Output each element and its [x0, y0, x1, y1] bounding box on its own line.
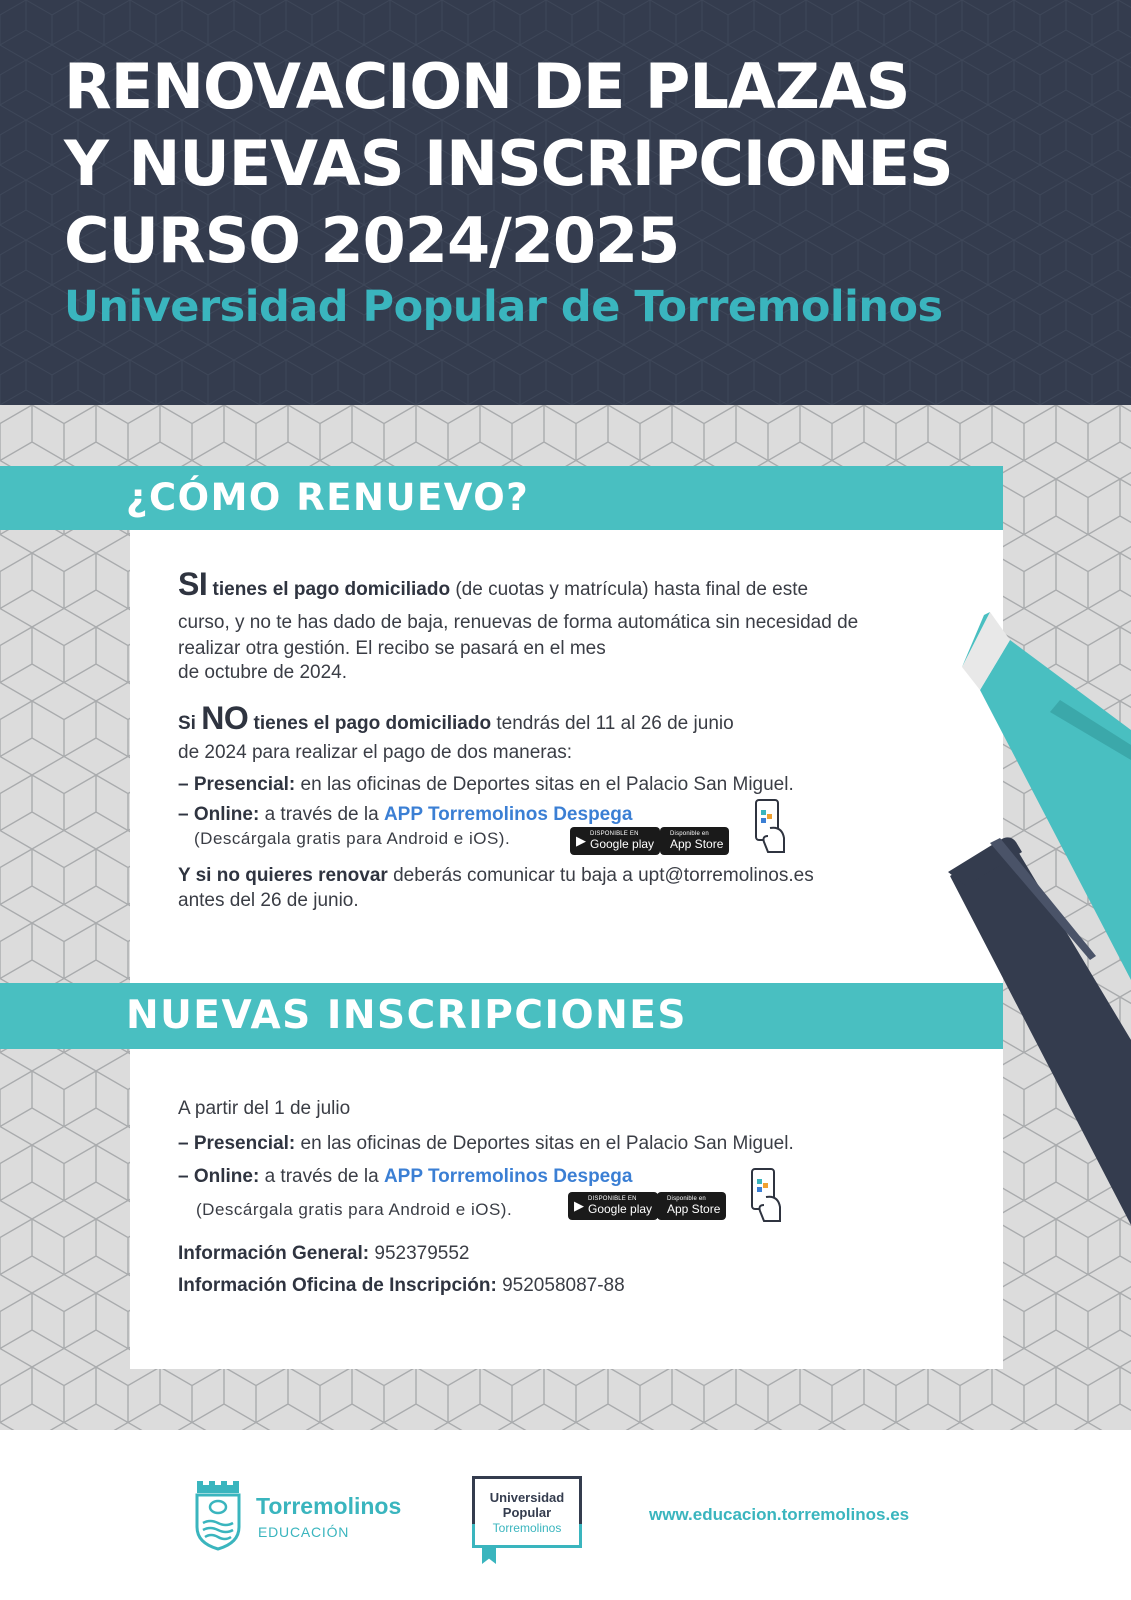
logo2-line-3: Torremolinos: [492, 1521, 562, 1535]
apple-badge-big: App Store: [667, 1202, 721, 1216]
new-app-store-badge[interactable]: [657, 1192, 726, 1220]
new-online-text: a través de la: [264, 1166, 379, 1187]
website-link[interactable]: www.educacion.torremolinos.es: [649, 1505, 910, 1524]
info-general-phone: 952379552: [374, 1243, 470, 1264]
presencial-line: [178, 772, 794, 797]
info-general-line: [178, 1241, 470, 1266]
quit-rest: deberás comunicar tu baja a upt@torremolinos.es: [393, 865, 814, 886]
title-line-3: CURSO 2024/2025: [64, 204, 680, 277]
logo2-line-2: Popular: [502, 1505, 552, 1520]
no-big: NO: [201, 700, 249, 736]
new-online-line: [178, 1164, 632, 1189]
si-bold: tienes el pago domiciliado: [212, 579, 451, 600]
google-badge-small: DISPONIBLE EN: [588, 1196, 637, 1202]
new-app-link[interactable]: APP Torremolinos Despega: [383, 1166, 633, 1187]
section-heading-new: NUEVAS INSCRIPCIONES: [0, 983, 1003, 1049]
info-office-line: [178, 1273, 625, 1298]
page-title: [64, 48, 953, 279]
si-line-1: [178, 566, 809, 602]
si-big: SI: [178, 566, 208, 602]
apple-badge-big: App Store: [670, 837, 724, 851]
no-line-1: [178, 700, 734, 736]
quit-line-2: antes del 26 de junio.: [178, 890, 359, 911]
new-google-play-badge[interactable]: [568, 1192, 658, 1220]
logo2-line-1: Universidad: [489, 1490, 565, 1505]
quit-bold: Y si no quieres renovar: [178, 865, 388, 886]
download-text: (Descárgala gratis para Android e iOS).: [194, 829, 511, 848]
logo-torremolinos-sub: EDUCACIÓN: [258, 1524, 350, 1540]
info-office-phone: 952058087-88: [502, 1275, 625, 1296]
google-play-icon: ▶: [574, 1198, 584, 1213]
google-play-icon: ▶: [576, 833, 586, 848]
new-card: [130, 1049, 1003, 1369]
google-badge-big: Google play: [590, 837, 655, 851]
apple-badge-small: Disponible en: [667, 1196, 706, 1202]
apple-badge-small: Disponible en: [670, 831, 709, 837]
logo2-bookmark: [482, 1546, 496, 1564]
no-bold: tienes el pago domiciliado: [253, 713, 492, 734]
logo-universidad-popular: [472, 1476, 582, 1566]
info-office-label: Información Oficina de Inscripción:: [178, 1275, 497, 1296]
page-subtitle: Universidad Popular de Torremolinos: [64, 282, 943, 332]
no-line-2: de 2024 para realizar el pago de dos maneras:: [178, 742, 572, 763]
new-online-label: – Online:: [178, 1166, 260, 1187]
new-presencial-text: en las oficinas de Deportes sitas en el Palacio San Miguel.: [300, 1133, 794, 1154]
google-play-badge[interactable]: [570, 827, 660, 855]
title-line-1: RENOVACION DE PLAZAS: [64, 50, 910, 123]
si-line-4: de octubre de 2024.: [178, 662, 348, 683]
presencial-label: – Presencial:: [178, 774, 296, 795]
no-si: Si: [178, 713, 196, 734]
new-presencial-line: [178, 1131, 794, 1156]
quit-line-1: [178, 863, 814, 888]
no-rest: tendrás del 11 al 26 de junio: [496, 713, 734, 734]
si-rest: (de cuotas y matrícula) hasta final de este: [455, 579, 809, 600]
online-text: a través de la: [264, 804, 379, 825]
presencial-text: en las oficinas de Deportes sitas en el Palacio San Miguel.: [300, 774, 794, 795]
info-general-label: Información General:: [178, 1243, 370, 1264]
app-link[interactable]: APP Torremolinos Despega: [383, 804, 633, 825]
torremolinos-shield-icon: [193, 1479, 243, 1551]
new-download-text: (Descárgala gratis para Android e iOS).: [196, 1200, 513, 1219]
online-line: [178, 802, 632, 827]
google-badge-big: Google play: [588, 1202, 653, 1216]
online-label: – Online:: [178, 804, 260, 825]
si-line-3: realizar otra gestión. El recibo se pasará en el mes: [178, 638, 606, 659]
section-heading-renew: ¿CÓMO RENUEVO?: [0, 466, 1003, 530]
from-date: A partir del 1 de julio: [178, 1098, 351, 1119]
phone-app-icon: [752, 798, 786, 854]
logo-torremolinos-name: Torremolinos: [256, 1493, 402, 1519]
renew-card: [130, 530, 1003, 983]
header: [0, 0, 1131, 405]
new-presencial-label: – Presencial:: [178, 1133, 296, 1154]
phone-app-icon: [748, 1167, 782, 1223]
app-store-badge[interactable]: [660, 827, 729, 855]
si-line-2: curso, y no te has dado de baja, renuevas de forma automática sin necesidad de: [178, 612, 859, 633]
google-badge-small: DISPONIBLE EN: [590, 831, 639, 837]
title-line-2: Y NUEVAS INSCRIPCIONES: [64, 127, 953, 200]
